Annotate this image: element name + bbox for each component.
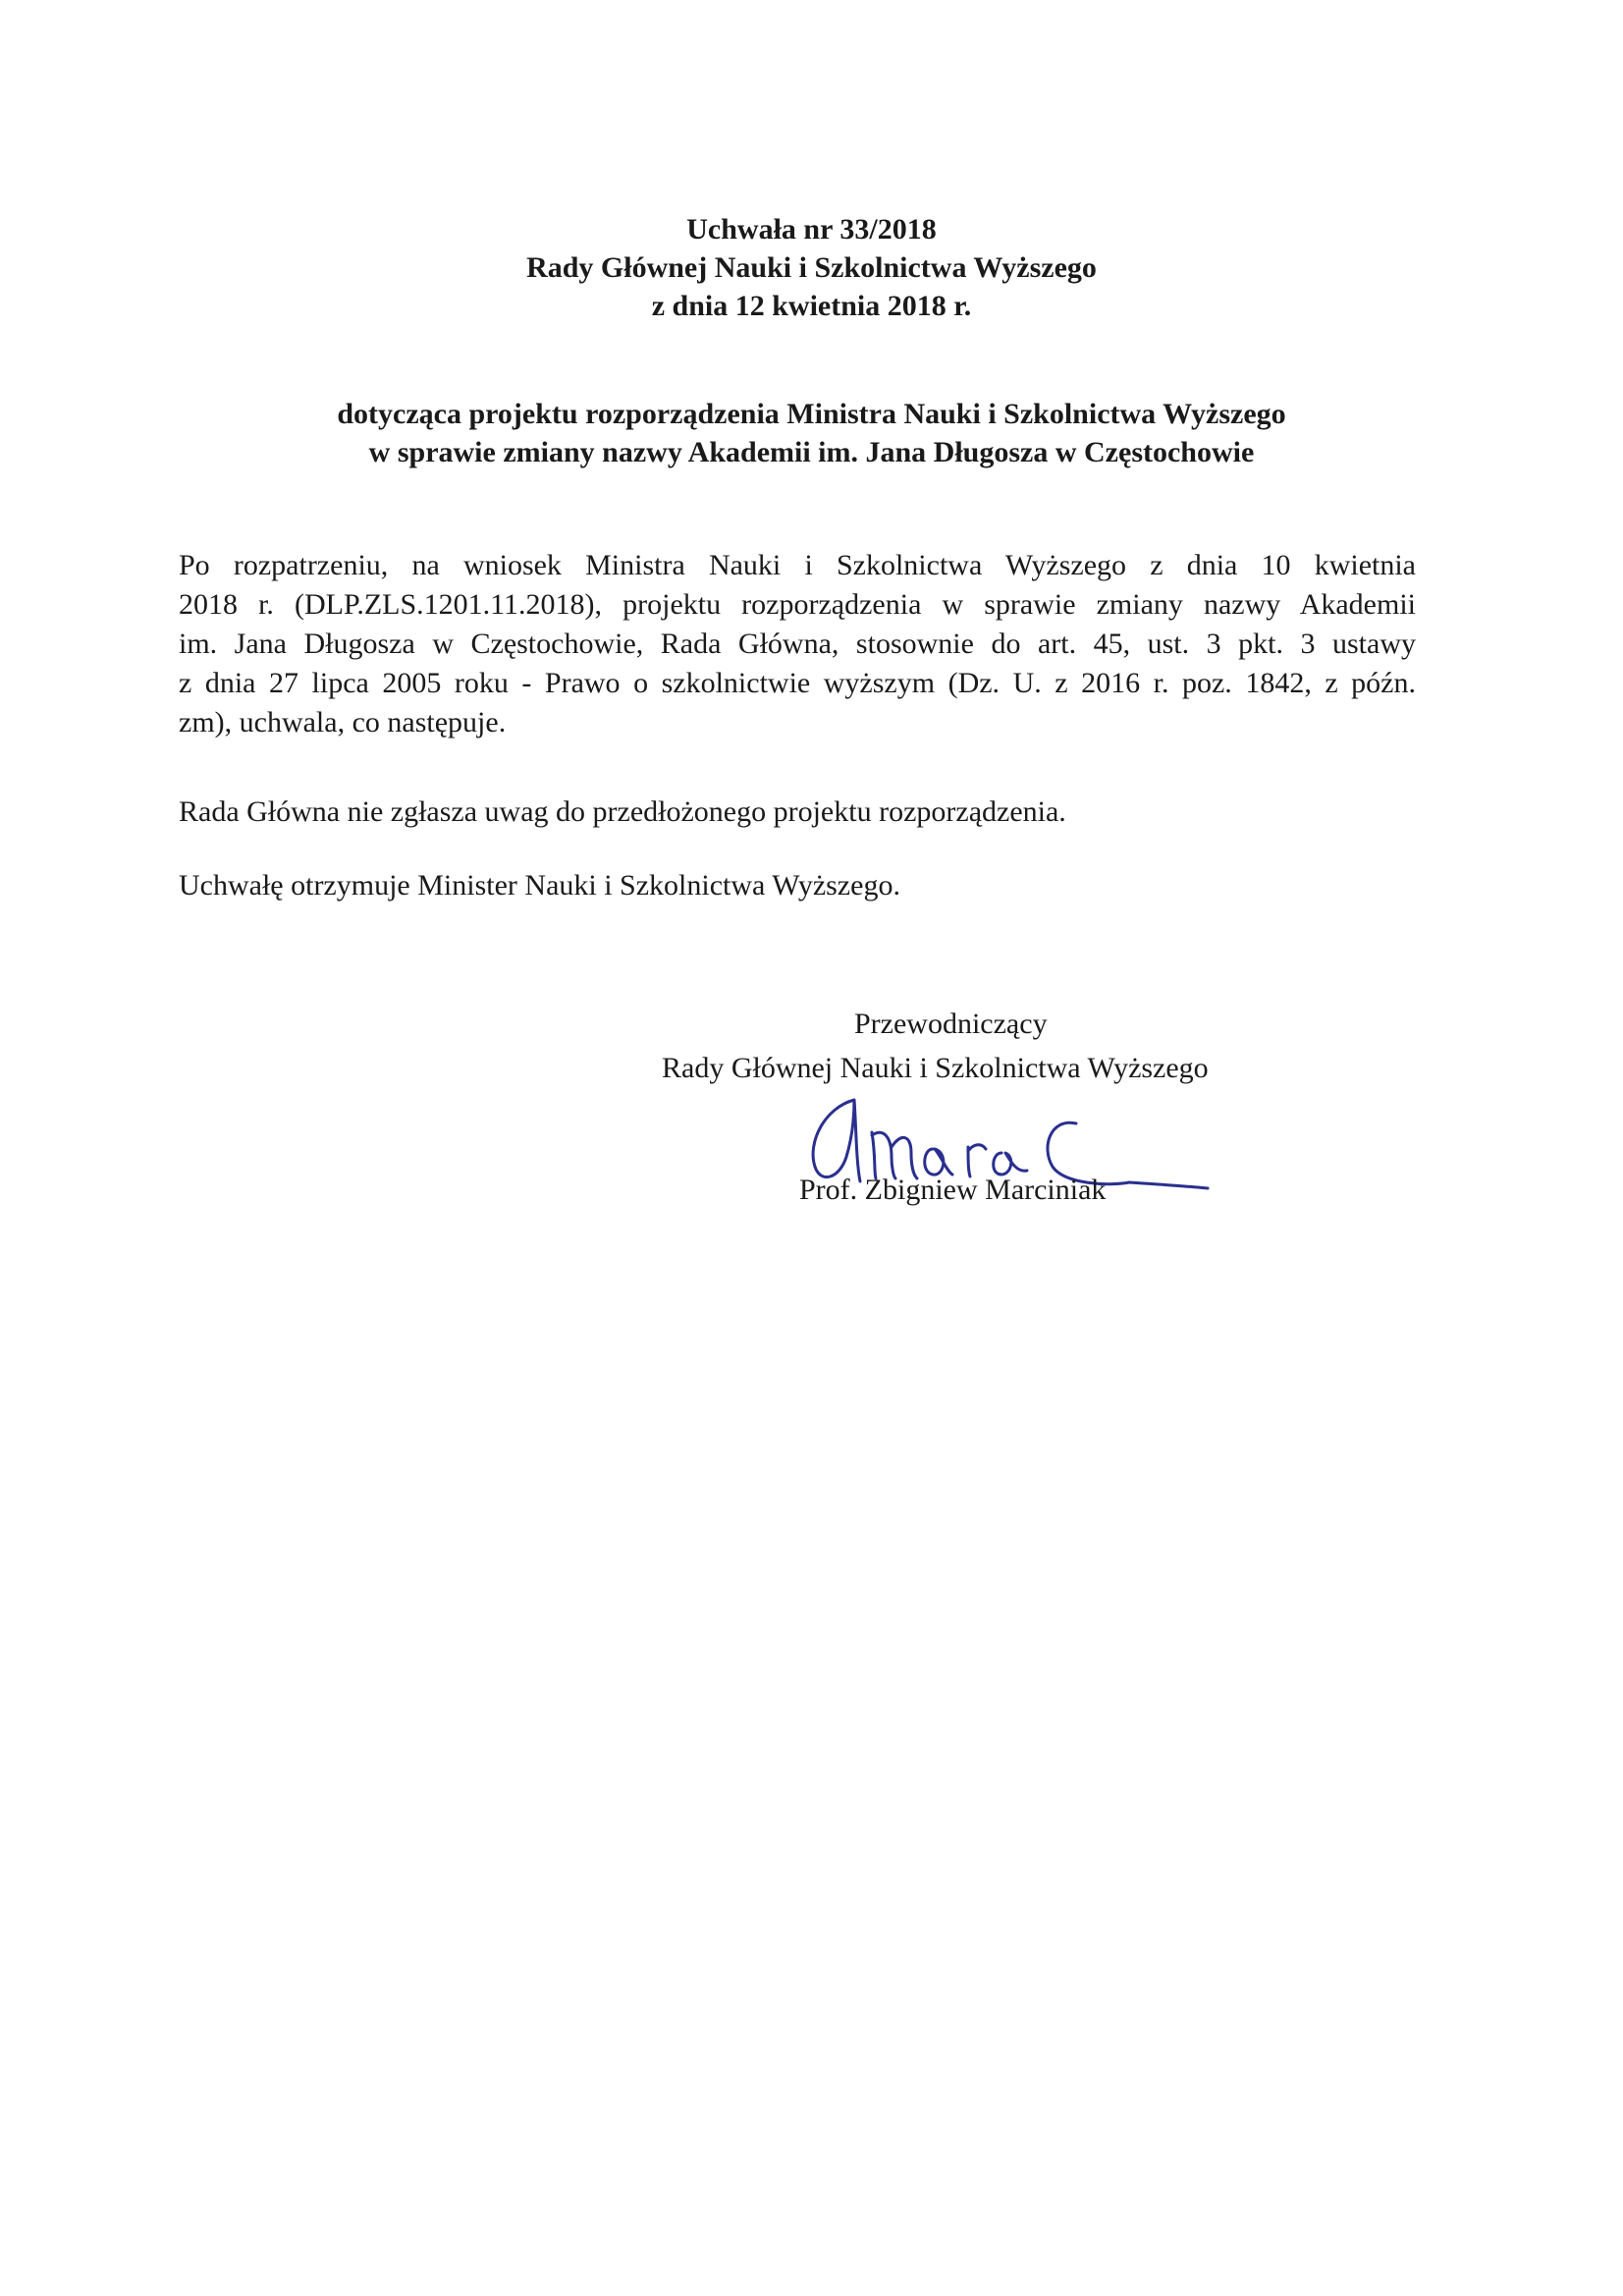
paragraph-line: Uchwałę otrzymuje Minister Nauki i Szkolnictwa Wyższego. xyxy=(179,869,900,902)
paragraph-line: Po rozpatrzeniu, na wniosek Ministra Nauki i Szkolnictwa Wyższego z dnia 10 kwietnia xyxy=(179,549,1416,581)
subject-line-1: dotycząca projektu rozporządzenia Ministra Nauki i Szkolnictwa Wyższego xyxy=(337,398,1286,430)
paragraph-line: z dnia 27 lipca 2005 roku - Prawo o szkolnictwie wyższym (Dz. U. z 2016 r. poz. 1842, z późn. xyxy=(179,667,1416,699)
resolution-issuer: Rady Głównej Nauki i Szkolnictwa Wyższego xyxy=(526,251,1097,284)
paragraph-line: Rada Główna nie zgłasza uwag do przedłożonego projektu rozporządzenia. xyxy=(179,795,1066,828)
paragraph-line: zm), uchwala, co następuje. xyxy=(179,706,507,738)
signatory-name: Prof. Zbigniew Marciniak xyxy=(799,1174,1107,1206)
body-paragraph-1 xyxy=(179,546,1416,742)
signatory-title: Przewodniczący xyxy=(854,1008,1048,1040)
resolution-title-block xyxy=(0,210,1623,325)
paragraph-line: 2018 r. (DLP.ZLS.1201.11.2018), projektu rozporządzenia w sprawie zmiany nazwy Akademii xyxy=(179,588,1416,621)
signatory-organization: Rady Głównej Nauki i Szkolnictwa Wyższego xyxy=(662,1052,1209,1084)
resolution-date: z dnia 12 kwietnia 2018 r. xyxy=(651,290,972,322)
subject-line-2: w sprawie zmiany nazwy Akademii im. Jana Długosza w Częstochowie xyxy=(368,436,1255,468)
body-paragraph-3 xyxy=(179,866,1416,905)
body-paragraph-2 xyxy=(179,793,1416,832)
resolution-number: Uchwała nr 33/2018 xyxy=(686,213,937,246)
paragraph-line: im. Jana Długosza w Częstochowie, Rada Główna, stosownie do art. 45, ust. 3 pkt. 3 ustawy xyxy=(179,628,1416,660)
resolution-subject-block xyxy=(0,395,1623,471)
